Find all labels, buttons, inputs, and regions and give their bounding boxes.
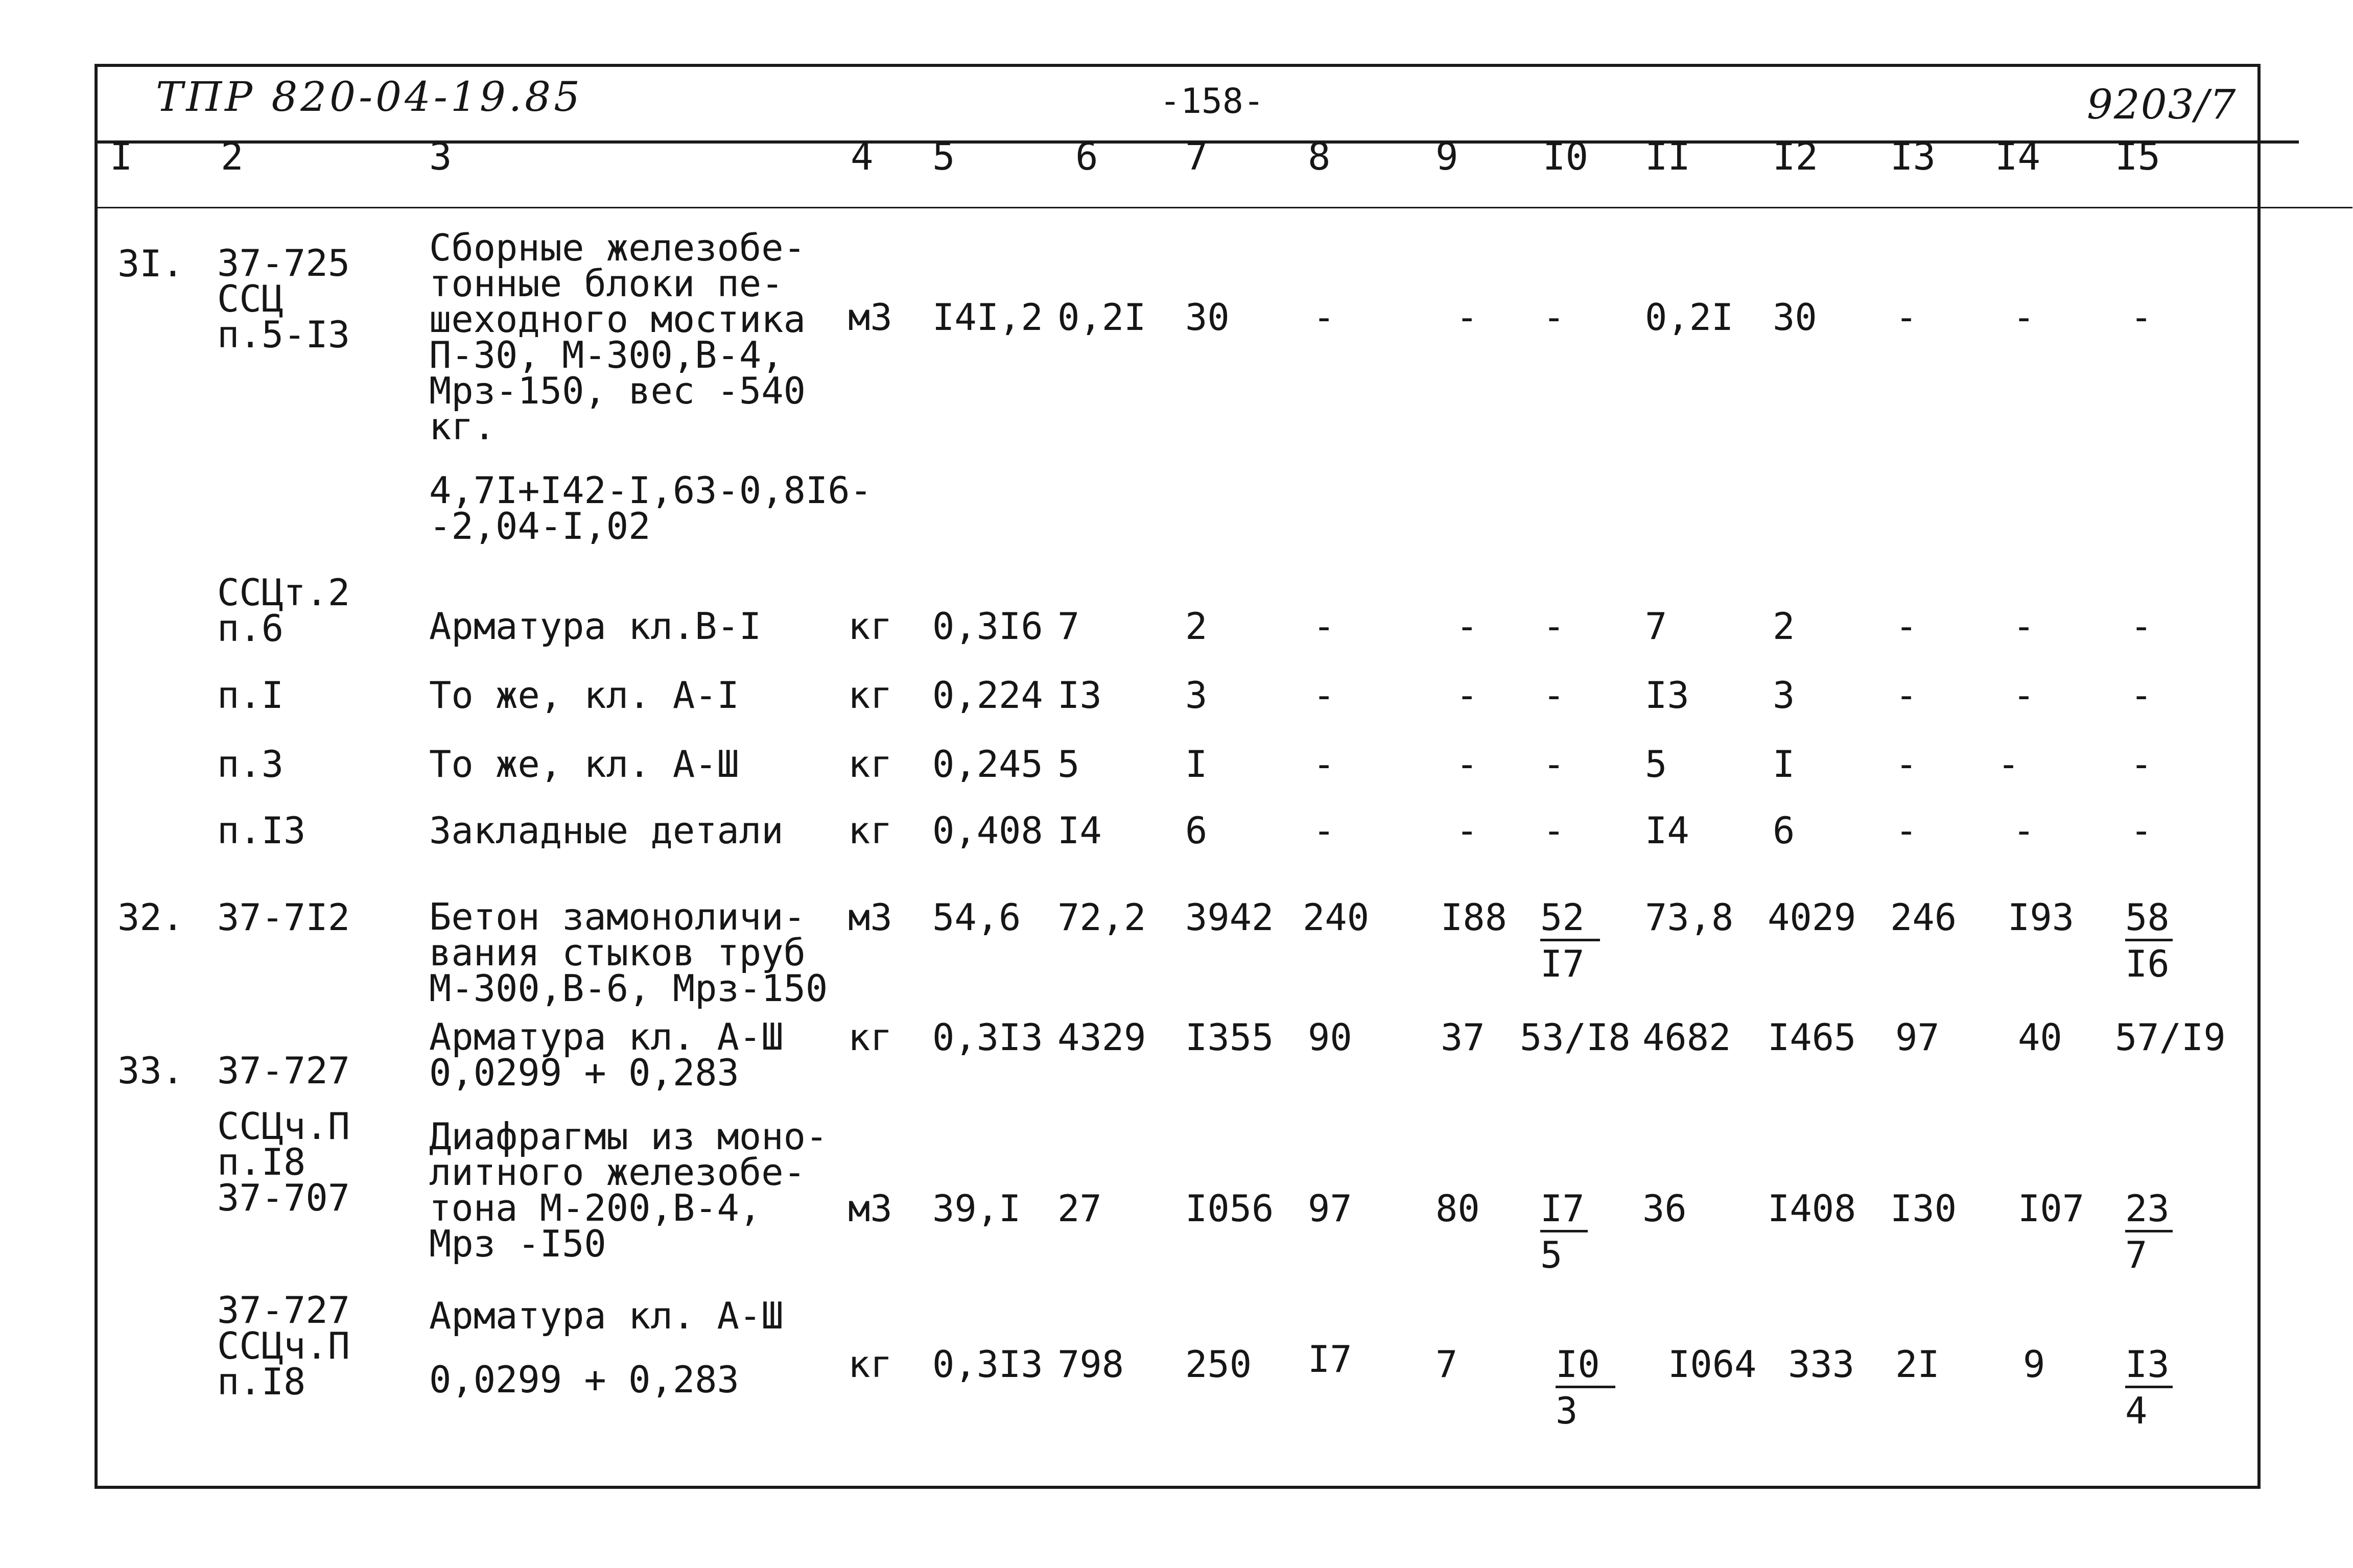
cell-c13: I30 <box>1890 1187 1957 1230</box>
cell-c10: 53/I8 <box>1520 1016 1631 1059</box>
column-header: I0 <box>1543 135 1589 179</box>
unit: м3 <box>848 896 892 939</box>
cell-c15: - <box>2130 605 2153 648</box>
cell-c15: 57/I9 <box>2115 1016 2226 1059</box>
cell-c15-fraction <box>2125 1343 2173 1432</box>
item-description: Закладные детали <box>429 809 784 852</box>
column-header: 2 <box>221 135 244 179</box>
cell-c15: - <box>2130 296 2153 339</box>
cell-c10-fraction <box>1540 1187 1588 1276</box>
norm-code: ССЦт.2 п.6 <box>217 571 350 650</box>
cell-c10-fraction <box>1540 896 1600 985</box>
column-header: 4 <box>851 135 874 179</box>
column-header: 5 <box>932 135 955 179</box>
item-formula: 0,0299 + 0,283 <box>429 1358 739 1401</box>
cell-c15: - <box>2130 674 2153 717</box>
column-header: I5 <box>2115 135 2161 179</box>
cell-c15-fraction <box>2125 896 2173 985</box>
page-frame <box>95 64 2261 1489</box>
cell-c14: 40 <box>2018 1016 2062 1059</box>
cell-c13: - <box>1895 605 1918 648</box>
item-description: Сборные железобе- тонные блоки пе- шеходного мостика П-30, М-300,В-4, Мрз-150, вес -540 кг. <box>429 226 806 448</box>
fraction-denominator: 4 <box>2125 1389 2148 1432</box>
fraction-denominator: I7 <box>1540 942 1585 985</box>
cell-c5: 0,3I3 <box>932 1016 1043 1059</box>
cell-c10: - <box>1543 605 1565 648</box>
cell-c7: I355 <box>1185 1016 1274 1059</box>
norm-code: п.3 <box>217 743 284 786</box>
cell-c5: 39,I <box>932 1187 1021 1230</box>
cell-c14: - <box>1997 743 2020 786</box>
cell-c12: 4029 <box>1768 896 1856 939</box>
cell-c7: 2 <box>1185 605 1208 648</box>
cell-c7: 250 <box>1185 1343 1252 1386</box>
cell-c11: 5 <box>1645 743 1667 786</box>
cell-c11: I3 <box>1645 674 1689 717</box>
cell-c11: I064 <box>1668 1343 1757 1386</box>
cell-c6: I4 <box>1057 809 1102 852</box>
cell-c6: 4329 <box>1057 1016 1146 1059</box>
cell-c12: I <box>1773 743 1795 786</box>
column-header: 7 <box>1185 135 1208 179</box>
cell-c12: 2 <box>1773 605 1795 648</box>
cell-c9: - <box>1456 674 1478 717</box>
cell-c10-fraction <box>1556 1343 1615 1432</box>
cell-c9: I88 <box>1441 896 1508 939</box>
cell-c6: I3 <box>1057 674 1102 717</box>
cell-c9: - <box>1456 605 1478 648</box>
fraction-denominator: 3 <box>1556 1389 1578 1432</box>
column-header: 9 <box>1436 135 1458 179</box>
cell-c9: - <box>1456 809 1478 852</box>
column-header-rule <box>97 207 2352 208</box>
cell-c6: 27 <box>1057 1187 1102 1230</box>
cell-c10: - <box>1543 674 1565 717</box>
row-number: 3I. <box>117 242 184 285</box>
cell-c8: - <box>1313 809 1335 852</box>
cell-c8: I7 <box>1308 1338 1352 1381</box>
cell-c9: 7 <box>1436 1343 1458 1386</box>
cell-c5: 0,408 <box>932 809 1043 852</box>
page-number: -158- <box>1160 81 1264 122</box>
cell-c14: I07 <box>2018 1187 2085 1230</box>
row-number: 32. <box>117 896 184 939</box>
cell-c11: 7 <box>1645 605 1667 648</box>
column-header: I3 <box>1890 135 1936 179</box>
unit: кг <box>848 1343 892 1386</box>
unit: м3 <box>848 1187 892 1230</box>
formula-text: 4,7I+I42-I,63-0,8I6- -2,04-I,02 <box>429 469 872 548</box>
cell-c10: - <box>1543 743 1565 786</box>
cell-c8: 90 <box>1308 1016 1352 1059</box>
cell-c5: 54,6 <box>932 896 1021 939</box>
norm-code: п.I <box>217 674 284 717</box>
sheet-code: 9203/7 <box>2087 81 2237 128</box>
cell-c14: I93 <box>2008 896 2075 939</box>
unit: кг <box>848 1016 892 1059</box>
cell-c7: 6 <box>1185 809 1208 852</box>
cell-c11: I4 <box>1645 809 1689 852</box>
cell-c15: - <box>2130 743 2153 786</box>
item-description: Арматура кл.В-I <box>429 605 762 648</box>
norm-code: п.I3 <box>217 809 306 852</box>
cell-c8: - <box>1313 296 1335 339</box>
item-description: То же, кл. А-Ш <box>429 743 739 786</box>
cell-c7: 3 <box>1185 674 1208 717</box>
cell-c11: 0,2I <box>1645 296 1734 339</box>
cell-c13: - <box>1895 809 1918 852</box>
cell-c6: 798 <box>1057 1343 1124 1386</box>
cell-c8: 240 <box>1303 896 1370 939</box>
fraction-numerator: I7 <box>1540 1190 1588 1232</box>
cell-c13: 246 <box>1890 896 1957 939</box>
fraction-numerator: I3 <box>2125 1346 2173 1388</box>
cell-c8: - <box>1313 674 1335 717</box>
cell-c15-fraction <box>2125 1187 2173 1276</box>
cell-c6: 0,2I <box>1057 296 1146 339</box>
fraction-denominator: 5 <box>1540 1233 1563 1276</box>
fraction-numerator: I0 <box>1556 1346 1615 1388</box>
cell-c8: - <box>1313 743 1335 786</box>
column-header: II <box>1645 135 1691 179</box>
unit: кг <box>848 809 892 852</box>
column-header: 3 <box>429 135 452 179</box>
cell-c5: 0,3I6 <box>932 605 1043 648</box>
cell-c14: - <box>2013 605 2035 648</box>
cell-c12: 3 <box>1773 674 1795 717</box>
cell-c10: - <box>1543 809 1565 852</box>
unit: кг <box>848 605 892 648</box>
cell-c9: 37 <box>1441 1016 1485 1059</box>
fraction-denominator: 7 <box>2125 1233 2148 1276</box>
cell-c5: 0,245 <box>932 743 1043 786</box>
unit: кг <box>848 743 892 786</box>
fraction-denominator: I6 <box>2125 942 2170 985</box>
cell-c13: - <box>1895 296 1918 339</box>
cell-c9: - <box>1456 296 1478 339</box>
cell-c13: - <box>1895 674 1918 717</box>
item-description: То же, кл. А-I <box>429 674 739 717</box>
cell-c13: 2I <box>1895 1343 1940 1386</box>
cell-c9: 80 <box>1436 1187 1480 1230</box>
cell-c6: 7 <box>1057 605 1080 648</box>
norm-code: 37-727 <box>217 1049 350 1092</box>
cell-c7: 30 <box>1185 296 1230 339</box>
cell-c14: 9 <box>2023 1343 2045 1386</box>
cell-c8: - <box>1313 605 1335 648</box>
unit: м3 <box>848 296 892 339</box>
cell-c6: 5 <box>1057 743 1080 786</box>
cell-c6: 72,2 <box>1057 896 1146 939</box>
item-description: Диафрагмы из моно- литного железобе- тона М-200,В-4, Мрз -I50 <box>429 1115 828 1265</box>
cell-c14: - <box>2013 674 2035 717</box>
cell-c11: 73,8 <box>1645 896 1734 939</box>
norm-code: 37-7I2 <box>217 896 350 939</box>
cell-c8: 97 <box>1308 1187 1352 1230</box>
cell-c10: - <box>1543 296 1565 339</box>
cell-c5: 0,3I3 <box>932 1343 1043 1386</box>
cell-c15: - <box>2130 809 2153 852</box>
cell-c13: 97 <box>1895 1016 1940 1059</box>
norm-code: ССЦч.П п.I8 37-707 <box>217 1105 350 1219</box>
cell-c5: 0,224 <box>932 674 1043 717</box>
row-number: 33. <box>117 1049 184 1092</box>
column-header: 8 <box>1308 135 1331 179</box>
cell-c7: I056 <box>1185 1187 1274 1230</box>
norm-code: 37-727 ССЦч.П п.I8 <box>217 1289 350 1403</box>
item-description: Арматура кл. А-Ш 0,0299 + 0,283 <box>429 1015 784 1094</box>
cell-c7: 3942 <box>1185 896 1274 939</box>
cell-c11: 36 <box>1642 1187 1687 1230</box>
cell-c7: I <box>1185 743 1208 786</box>
item-description: Бетон замоноличи- вания стыков труб М-300,В-6, Мрз-150 <box>429 895 828 1010</box>
item-description: Арматура кл. А-Ш <box>429 1294 784 1337</box>
cell-c5: I4I,2 <box>932 296 1043 339</box>
unit: кг <box>848 674 892 717</box>
norm-code: 37-725 ССЦ п.5-I3 <box>217 242 350 356</box>
column-header: I2 <box>1773 135 1819 179</box>
cell-c12: 6 <box>1773 809 1795 852</box>
cell-c12: 30 <box>1773 296 1817 339</box>
cell-c12: I408 <box>1768 1187 1856 1230</box>
column-header: 6 <box>1075 135 1098 179</box>
cell-c14: - <box>2013 809 2035 852</box>
fraction-numerator: 58 <box>2125 899 2173 941</box>
cell-c11: 4682 <box>1642 1016 1731 1059</box>
document-code: ТПР 820-04-19.85 <box>156 73 583 121</box>
column-header: I <box>110 135 133 179</box>
cell-c12: 333 <box>1788 1343 1855 1386</box>
fraction-numerator: 52 <box>1540 899 1600 941</box>
fraction-numerator: 23 <box>2125 1190 2173 1232</box>
cell-c13: - <box>1895 743 1918 786</box>
column-header: I4 <box>1995 135 2041 179</box>
cell-c12: I465 <box>1768 1016 1856 1059</box>
cell-c14: - <box>2013 296 2035 339</box>
cell-c9: - <box>1456 743 1478 786</box>
